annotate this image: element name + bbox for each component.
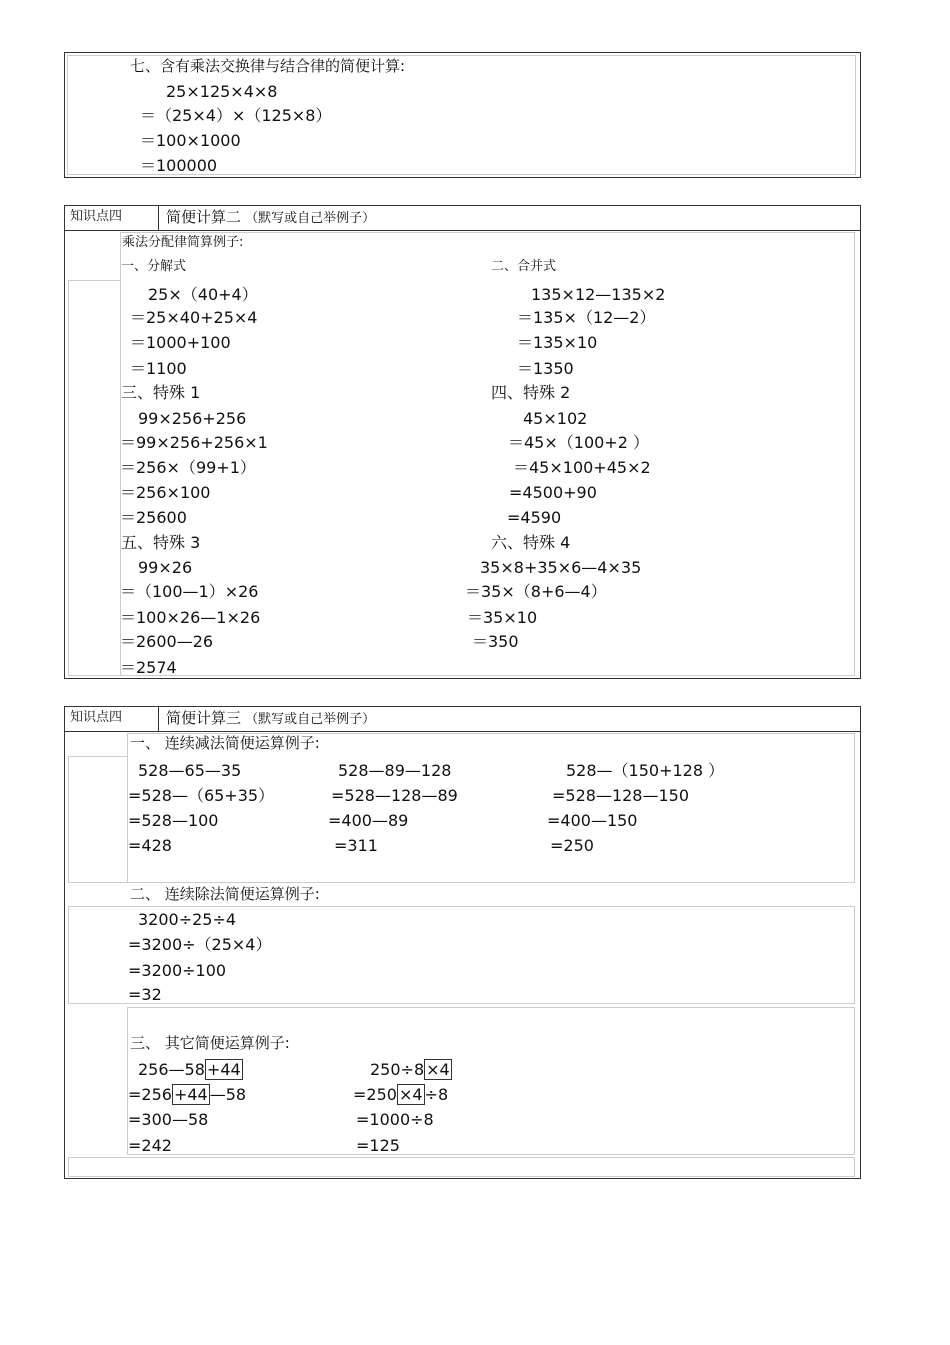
section7-line: 25×125×4×8	[166, 82, 278, 101]
b3-line: =3200÷100	[128, 961, 227, 980]
b2-line: 45×102	[523, 409, 588, 428]
section7-line: ＝100000	[140, 156, 218, 175]
boxed-term: ×4	[426, 1060, 450, 1079]
boxed-term: +44	[206, 1060, 241, 1079]
section7-heading: 七、含有乘法交换律与结合律的简便计算:	[130, 57, 406, 75]
block2-title-wrap	[166, 204, 375, 232]
b3-line: =528—100	[128, 811, 219, 830]
b2-right-heading: 四、特殊 2	[491, 383, 571, 402]
b2-line: ＝25×40+25×4	[130, 308, 258, 327]
b2-right-heading: 六、特殊 4	[491, 533, 571, 552]
b2-line: ＝25600	[120, 508, 187, 527]
b2-line: ＝1000+100	[130, 333, 231, 352]
block3-note: （默写或自己举例子）	[245, 712, 376, 727]
b3-part: 250÷8	[370, 1060, 425, 1079]
b3-line: =428	[128, 836, 172, 855]
block2-intro: 乘法分配律简算例子:	[122, 235, 244, 250]
b2-line: ＝135×10	[517, 333, 598, 352]
b3-line: =242	[128, 1136, 172, 1155]
b3-line: 3200÷25÷4	[138, 910, 237, 929]
b2-line: ＝100×26—1×26	[120, 608, 261, 627]
b2-line: ＝350	[472, 632, 519, 651]
b3-line: =32	[128, 985, 162, 1004]
b3-line: =125	[356, 1136, 400, 1155]
b2-line: =4500+90	[509, 483, 597, 502]
b2-line: ＝1100	[130, 359, 187, 378]
b2-line: =4590	[507, 508, 562, 527]
b3-line: =528—128—89	[331, 786, 458, 805]
b2-line: ＝45×（100+2 ）	[508, 433, 649, 452]
b2-line: ＝35×（8+6—4）	[465, 582, 607, 601]
b3-line: 528—（150+128 ）	[566, 761, 725, 780]
b2-line: ＝45×100+45×2	[513, 458, 651, 477]
boxed-term: ×4	[398, 1085, 423, 1104]
b3-part: ÷8	[424, 1085, 449, 1104]
b3-part: —58	[209, 1085, 247, 1104]
b3-line: 528—65—35	[138, 761, 242, 780]
b3-line: =400—150	[547, 811, 638, 830]
b3-line	[128, 1085, 246, 1105]
b3-line: =311	[334, 836, 378, 855]
block2-title: 简便计算二	[166, 208, 242, 226]
boxed-term: +44	[173, 1085, 208, 1104]
b3-line: =528—（65+35）	[128, 786, 275, 805]
b2-line: ＝35×10	[467, 608, 538, 627]
b3-line: =300—58	[128, 1110, 209, 1129]
b3-line: =250	[550, 836, 594, 855]
b3-part: =256	[128, 1085, 172, 1104]
b3-line	[370, 1060, 452, 1080]
block3-title-wrap	[166, 705, 375, 733]
section7-line: ＝100×1000	[140, 131, 241, 150]
b3-line: =1000÷8	[356, 1110, 434, 1129]
b3-line	[353, 1085, 448, 1105]
b3-line: =528—128—150	[552, 786, 690, 805]
b3-sub2-heading: 二、 连续除法简便运算例子:	[130, 885, 320, 903]
b2-line: ＝1350	[517, 359, 574, 378]
block2-note: （默写或自己举例子）	[245, 211, 376, 226]
b2-right-heading: 二、合并式	[491, 259, 557, 274]
b3-part: =250	[353, 1085, 397, 1104]
b2-line: 135×12—135×2	[531, 285, 666, 304]
b3-line: =3200÷（25×4）	[128, 935, 272, 954]
b3-line: 528—89—128	[338, 761, 452, 780]
b2-line: ＝（100—1）×26	[120, 582, 259, 601]
b2-line: ＝2574	[120, 658, 177, 677]
b3-line: =400—89	[328, 811, 409, 830]
block3-tag: 知识点四	[70, 710, 123, 725]
block2-tag: 知识点四	[70, 209, 123, 224]
b2-line: 35×8+35×6—4×35	[480, 558, 642, 577]
section7-line: ＝（25×4）×（125×8）	[140, 106, 332, 125]
b2-line: ＝99×256+256×1	[120, 433, 268, 452]
b2-line: 25×（40+4）	[148, 285, 258, 304]
b3-part: 256—58	[138, 1060, 205, 1079]
b2-line: ＝135×（12—2）	[517, 308, 656, 327]
b2-line: ＝2600—26	[120, 632, 214, 651]
block3-title: 简便计算三	[166, 709, 242, 727]
b2-line: ＝256×（99+1）	[120, 458, 256, 477]
b2-line: 99×256+256	[138, 409, 247, 428]
b3-line	[138, 1060, 243, 1080]
b3-sub3-heading: 三、 其它简便运算例子:	[130, 1034, 290, 1052]
b2-line: ＝256×100	[120, 483, 211, 502]
b2-left-heading: 三、特殊 1	[121, 383, 201, 402]
b3-sub1-heading: 一、 连续减法简便运算例子:	[130, 734, 320, 752]
b2-left-heading: 一、分解式	[121, 259, 187, 274]
b2-line: 99×26	[138, 558, 193, 577]
b2-left-heading: 五、特殊 3	[121, 533, 201, 552]
